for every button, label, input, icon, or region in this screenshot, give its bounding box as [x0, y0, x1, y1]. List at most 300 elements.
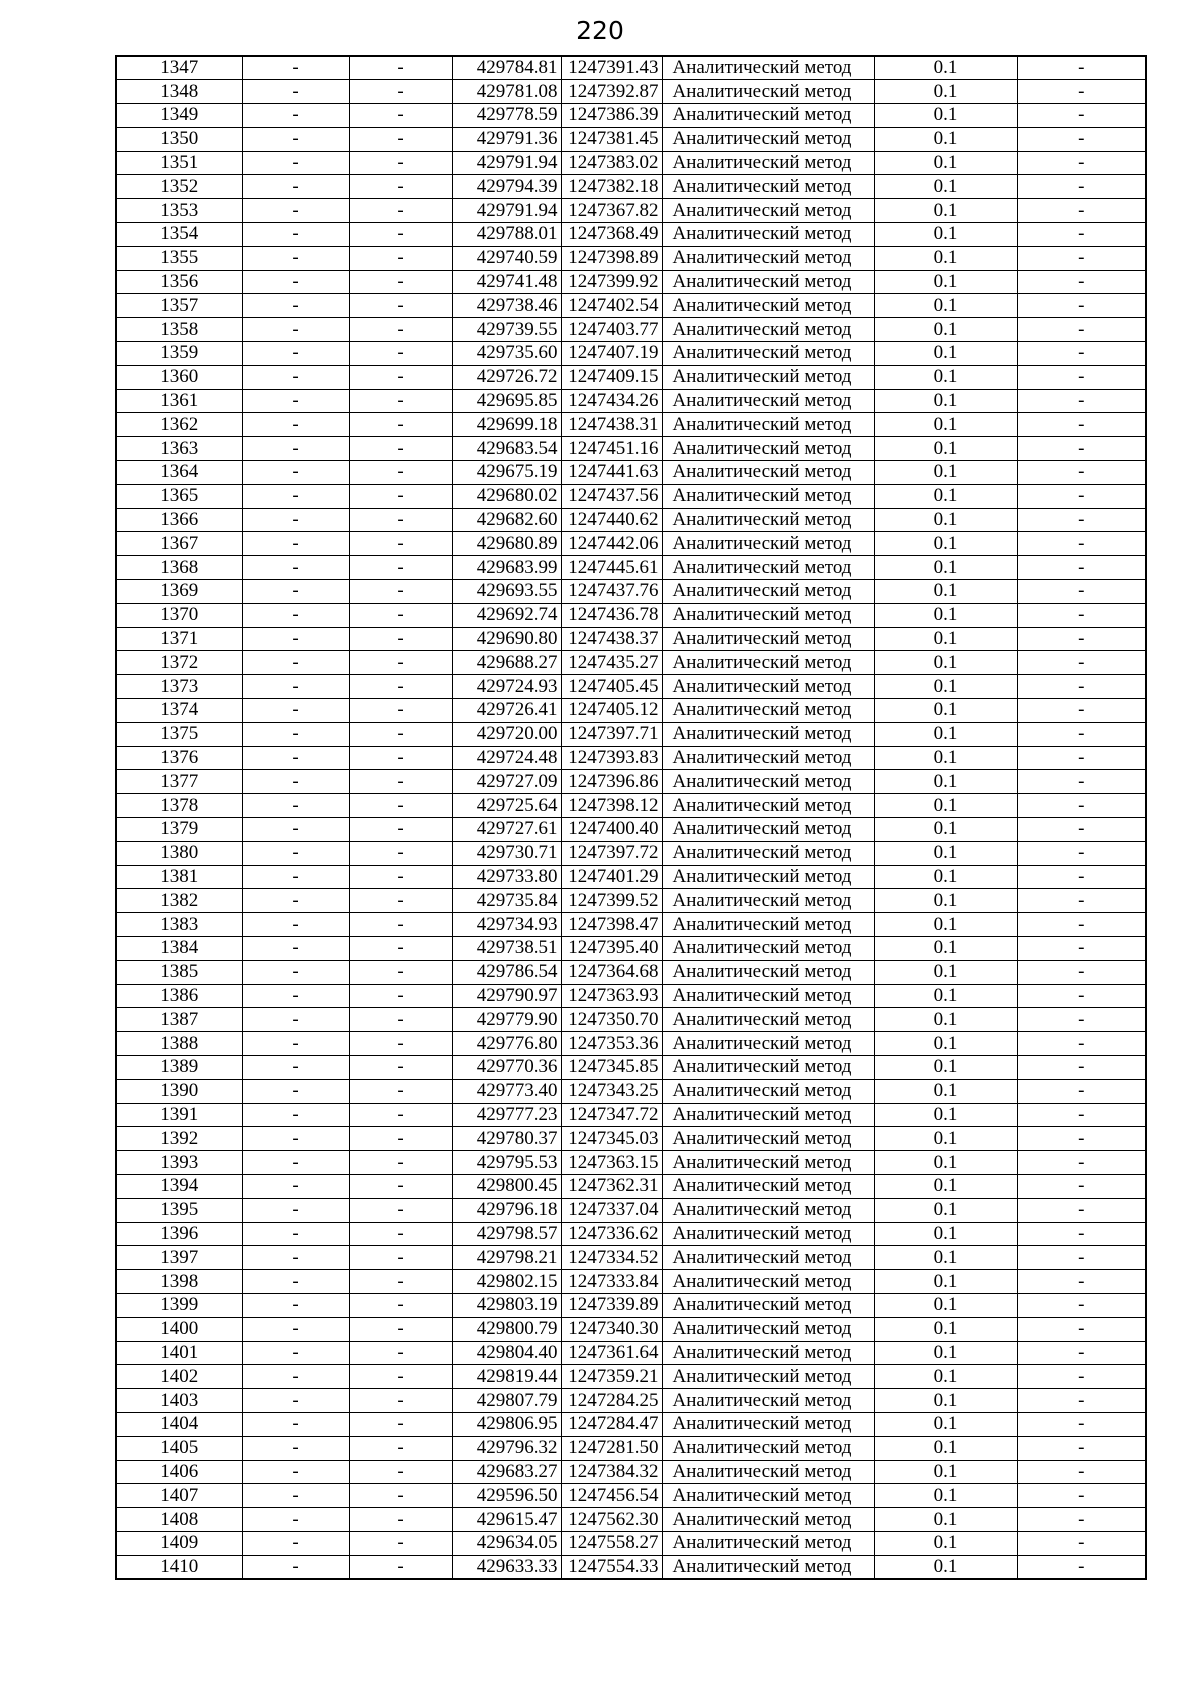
- precision-cell: 0.1: [874, 865, 1017, 889]
- precision-cell: 0.1: [874, 318, 1017, 342]
- empty-value-cell: -: [349, 1436, 452, 1460]
- empty-value-cell: -: [1017, 80, 1146, 104]
- x-coordinate-cell: 429695.85: [452, 389, 561, 413]
- table-row: [116, 651, 1146, 675]
- precision-cell: 0.1: [874, 1198, 1017, 1222]
- x-coordinate-cell: 429683.54: [452, 437, 561, 461]
- table-row: [116, 1246, 1146, 1270]
- method-cell: Аналитический метод: [662, 199, 874, 223]
- y-coordinate-cell: 1247367.82: [561, 199, 662, 223]
- y-coordinate-cell: 1247337.04: [561, 1198, 662, 1222]
- empty-value-cell: -: [242, 841, 349, 865]
- method-cell: Аналитический метод: [662, 270, 874, 294]
- empty-value-cell: -: [349, 722, 452, 746]
- empty-value-cell: -: [1017, 794, 1146, 818]
- precision-cell: 0.1: [874, 223, 1017, 247]
- precision-cell: 0.1: [874, 413, 1017, 437]
- x-coordinate-cell: 429724.48: [452, 746, 561, 770]
- empty-value-cell: -: [1017, 223, 1146, 247]
- precision-cell: 0.1: [874, 1079, 1017, 1103]
- method-cell: Аналитический метод: [662, 484, 874, 508]
- x-coordinate-cell: 429786.54: [452, 960, 561, 984]
- table-row: [116, 1127, 1146, 1151]
- empty-value-cell: -: [242, 1317, 349, 1341]
- table-row: [116, 1055, 1146, 1079]
- empty-value-cell: -: [1017, 770, 1146, 794]
- empty-value-cell: -: [349, 651, 452, 675]
- empty-value-cell: -: [1017, 1555, 1146, 1579]
- table-row: [116, 960, 1146, 984]
- point-number-cell: 1407: [116, 1484, 242, 1508]
- y-coordinate-cell: 1247445.61: [561, 556, 662, 580]
- x-coordinate-cell: 429798.21: [452, 1246, 561, 1270]
- point-number-cell: 1368: [116, 556, 242, 580]
- table-row: [116, 1174, 1146, 1198]
- x-coordinate-cell: 429804.40: [452, 1341, 561, 1365]
- y-coordinate-cell: 1247402.54: [561, 294, 662, 318]
- table-row: [116, 1222, 1146, 1246]
- empty-value-cell: -: [242, 1055, 349, 1079]
- x-coordinate-cell: 429795.53: [452, 1151, 561, 1175]
- empty-value-cell: -: [1017, 151, 1146, 175]
- empty-value-cell: -: [242, 56, 349, 80]
- empty-value-cell: -: [242, 318, 349, 342]
- empty-value-cell: -: [1017, 127, 1146, 151]
- x-coordinate-cell: 429683.99: [452, 556, 561, 580]
- precision-cell: 0.1: [874, 246, 1017, 270]
- y-coordinate-cell: 1247405.12: [561, 699, 662, 723]
- table-row: [116, 413, 1146, 437]
- precision-cell: 0.1: [874, 746, 1017, 770]
- empty-value-cell: -: [349, 556, 452, 580]
- empty-value-cell: -: [1017, 651, 1146, 675]
- point-number-cell: 1378: [116, 794, 242, 818]
- table-row: [116, 270, 1146, 294]
- y-coordinate-cell: 1247361.64: [561, 1341, 662, 1365]
- method-cell: Аналитический метод: [662, 508, 874, 532]
- point-number-cell: 1409: [116, 1531, 242, 1555]
- empty-value-cell: -: [242, 294, 349, 318]
- empty-value-cell: -: [1017, 1032, 1146, 1056]
- precision-cell: 0.1: [874, 1436, 1017, 1460]
- empty-value-cell: -: [242, 1008, 349, 1032]
- x-coordinate-cell: 429800.45: [452, 1174, 561, 1198]
- point-number-cell: 1348: [116, 80, 242, 104]
- point-number-cell: 1381: [116, 865, 242, 889]
- point-number-cell: 1403: [116, 1389, 242, 1413]
- empty-value-cell: -: [349, 1103, 452, 1127]
- y-coordinate-cell: 1247442.06: [561, 532, 662, 556]
- y-coordinate-cell: 1247347.72: [561, 1103, 662, 1127]
- point-number-cell: 1364: [116, 461, 242, 485]
- y-coordinate-cell: 1247398.89: [561, 246, 662, 270]
- empty-value-cell: -: [1017, 699, 1146, 723]
- x-coordinate-cell: 429739.55: [452, 318, 561, 342]
- empty-value-cell: -: [349, 1127, 452, 1151]
- x-coordinate-cell: 429725.64: [452, 794, 561, 818]
- y-coordinate-cell: 1247398.47: [561, 913, 662, 937]
- empty-value-cell: -: [242, 1246, 349, 1270]
- point-number-cell: 1350: [116, 127, 242, 151]
- page-number: 220: [576, 16, 624, 45]
- x-coordinate-cell: 429802.15: [452, 1270, 561, 1294]
- y-coordinate-cell: 1247381.45: [561, 127, 662, 151]
- point-number-cell: 1347: [116, 56, 242, 80]
- method-cell: Аналитический метод: [662, 1079, 874, 1103]
- empty-value-cell: -: [242, 1460, 349, 1484]
- table-row: [116, 936, 1146, 960]
- empty-value-cell: -: [1017, 984, 1146, 1008]
- empty-value-cell: -: [1017, 889, 1146, 913]
- table-row: [116, 437, 1146, 461]
- point-number-cell: 1370: [116, 603, 242, 627]
- empty-value-cell: -: [349, 1055, 452, 1079]
- table-row: [116, 722, 1146, 746]
- precision-cell: 0.1: [874, 270, 1017, 294]
- table-row: [116, 1151, 1146, 1175]
- empty-value-cell: -: [1017, 675, 1146, 699]
- table-row: [116, 1460, 1146, 1484]
- empty-value-cell: -: [242, 580, 349, 604]
- empty-value-cell: -: [349, 365, 452, 389]
- point-number-cell: 1405: [116, 1436, 242, 1460]
- table-row: [116, 865, 1146, 889]
- table-row: [116, 1198, 1146, 1222]
- method-cell: Аналитический метод: [662, 1127, 874, 1151]
- empty-value-cell: -: [242, 1079, 349, 1103]
- table-row: [116, 294, 1146, 318]
- empty-value-cell: -: [349, 318, 452, 342]
- method-cell: Аналитический метод: [662, 1270, 874, 1294]
- empty-value-cell: -: [1017, 270, 1146, 294]
- method-cell: Аналитический метод: [662, 675, 874, 699]
- x-coordinate-cell: 429791.94: [452, 199, 561, 223]
- y-coordinate-cell: 1247284.47: [561, 1412, 662, 1436]
- table-row: [116, 1508, 1146, 1532]
- x-coordinate-cell: 429788.01: [452, 223, 561, 247]
- x-coordinate-cell: 429726.41: [452, 699, 561, 723]
- table-row: [116, 246, 1146, 270]
- table-row: [116, 1555, 1146, 1579]
- point-number-cell: 1384: [116, 936, 242, 960]
- precision-cell: 0.1: [874, 294, 1017, 318]
- y-coordinate-cell: 1247353.36: [561, 1032, 662, 1056]
- y-coordinate-cell: 1247403.77: [561, 318, 662, 342]
- x-coordinate-cell: 429680.89: [452, 532, 561, 556]
- empty-value-cell: -: [349, 461, 452, 485]
- point-number-cell: 1361: [116, 389, 242, 413]
- table-row: [116, 389, 1146, 413]
- coordinates-table: [115, 55, 1147, 1580]
- empty-value-cell: -: [242, 1270, 349, 1294]
- method-cell: Аналитический метод: [662, 127, 874, 151]
- empty-value-cell: -: [349, 794, 452, 818]
- method-cell: Аналитический метод: [662, 461, 874, 485]
- empty-value-cell: -: [349, 746, 452, 770]
- method-cell: Аналитический метод: [662, 1222, 874, 1246]
- empty-value-cell: -: [1017, 841, 1146, 865]
- empty-value-cell: -: [349, 770, 452, 794]
- empty-value-cell: -: [242, 413, 349, 437]
- point-number-cell: 1387: [116, 1008, 242, 1032]
- empty-value-cell: -: [349, 1246, 452, 1270]
- precision-cell: 0.1: [874, 651, 1017, 675]
- empty-value-cell: -: [349, 580, 452, 604]
- table-row: [116, 675, 1146, 699]
- table-row: [116, 1032, 1146, 1056]
- precision-cell: 0.1: [874, 1460, 1017, 1484]
- empty-value-cell: -: [1017, 1460, 1146, 1484]
- x-coordinate-cell: 429738.51: [452, 936, 561, 960]
- table-row: [116, 603, 1146, 627]
- point-number-cell: 1358: [116, 318, 242, 342]
- y-coordinate-cell: 1247340.30: [561, 1317, 662, 1341]
- x-coordinate-cell: 429615.47: [452, 1508, 561, 1532]
- empty-value-cell: -: [242, 984, 349, 1008]
- empty-value-cell: -: [242, 794, 349, 818]
- y-coordinate-cell: 1247333.84: [561, 1270, 662, 1294]
- x-coordinate-cell: 429741.48: [452, 270, 561, 294]
- empty-value-cell: -: [349, 151, 452, 175]
- y-coordinate-cell: 1247384.32: [561, 1460, 662, 1484]
- precision-cell: 0.1: [874, 1317, 1017, 1341]
- precision-cell: 0.1: [874, 1555, 1017, 1579]
- x-coordinate-cell: 429735.60: [452, 342, 561, 366]
- empty-value-cell: -: [242, 484, 349, 508]
- empty-value-cell: -: [242, 627, 349, 651]
- method-cell: Аналитический метод: [662, 722, 874, 746]
- empty-value-cell: -: [349, 437, 452, 461]
- empty-value-cell: -: [1017, 508, 1146, 532]
- empty-value-cell: -: [242, 461, 349, 485]
- y-coordinate-cell: 1247434.26: [561, 389, 662, 413]
- x-coordinate-cell: 429740.59: [452, 246, 561, 270]
- empty-value-cell: -: [349, 1079, 452, 1103]
- table-row: [116, 699, 1146, 723]
- point-number-cell: 1396: [116, 1222, 242, 1246]
- method-cell: Аналитический метод: [662, 960, 874, 984]
- method-cell: Аналитический метод: [662, 151, 874, 175]
- method-cell: Аналитический метод: [662, 1389, 874, 1413]
- empty-value-cell: -: [349, 818, 452, 842]
- empty-value-cell: -: [1017, 294, 1146, 318]
- point-number-cell: 1355: [116, 246, 242, 270]
- precision-cell: 0.1: [874, 675, 1017, 699]
- x-coordinate-cell: 429806.95: [452, 1412, 561, 1436]
- y-coordinate-cell: 1247392.87: [561, 80, 662, 104]
- empty-value-cell: -: [242, 603, 349, 627]
- point-number-cell: 1394: [116, 1174, 242, 1198]
- point-number-cell: 1374: [116, 699, 242, 723]
- empty-value-cell: -: [349, 104, 452, 128]
- empty-value-cell: -: [349, 913, 452, 937]
- empty-value-cell: -: [349, 1460, 452, 1484]
- y-coordinate-cell: 1247359.21: [561, 1365, 662, 1389]
- x-coordinate-cell: 429800.79: [452, 1317, 561, 1341]
- precision-cell: 0.1: [874, 841, 1017, 865]
- empty-value-cell: -: [349, 1484, 452, 1508]
- method-cell: Аналитический метод: [662, 1531, 874, 1555]
- method-cell: Аналитический метод: [662, 365, 874, 389]
- x-coordinate-cell: 429784.81: [452, 56, 561, 80]
- empty-value-cell: -: [1017, 437, 1146, 461]
- method-cell: Аналитический метод: [662, 651, 874, 675]
- method-cell: Аналитический метод: [662, 794, 874, 818]
- method-cell: Аналитический метод: [662, 1198, 874, 1222]
- point-number-cell: 1360: [116, 365, 242, 389]
- empty-value-cell: -: [349, 865, 452, 889]
- precision-cell: 0.1: [874, 1484, 1017, 1508]
- method-cell: Аналитический метод: [662, 1508, 874, 1532]
- empty-value-cell: -: [242, 532, 349, 556]
- point-number-cell: 1410: [116, 1555, 242, 1579]
- empty-value-cell: -: [242, 389, 349, 413]
- y-coordinate-cell: 1247396.86: [561, 770, 662, 794]
- table-row: [116, 1484, 1146, 1508]
- point-number-cell: 1377: [116, 770, 242, 794]
- precision-cell: 0.1: [874, 1365, 1017, 1389]
- empty-value-cell: -: [349, 1341, 452, 1365]
- empty-value-cell: -: [349, 508, 452, 532]
- table-row: [116, 1389, 1146, 1413]
- y-coordinate-cell: 1247345.85: [561, 1055, 662, 1079]
- precision-cell: 0.1: [874, 722, 1017, 746]
- precision-cell: 0.1: [874, 818, 1017, 842]
- x-coordinate-cell: 429776.80: [452, 1032, 561, 1056]
- table-row: [116, 175, 1146, 199]
- y-coordinate-cell: 1247393.83: [561, 746, 662, 770]
- precision-cell: 0.1: [874, 1293, 1017, 1317]
- y-coordinate-cell: 1247405.45: [561, 675, 662, 699]
- y-coordinate-cell: 1247438.37: [561, 627, 662, 651]
- y-coordinate-cell: 1247440.62: [561, 508, 662, 532]
- precision-cell: 0.1: [874, 437, 1017, 461]
- empty-value-cell: -: [349, 1032, 452, 1056]
- precision-cell: 0.1: [874, 1531, 1017, 1555]
- table-row: [116, 1412, 1146, 1436]
- precision-cell: 0.1: [874, 1246, 1017, 1270]
- precision-cell: 0.1: [874, 484, 1017, 508]
- empty-value-cell: -: [349, 1412, 452, 1436]
- empty-value-cell: -: [242, 151, 349, 175]
- empty-value-cell: -: [349, 1389, 452, 1413]
- empty-value-cell: -: [1017, 722, 1146, 746]
- y-coordinate-cell: 1247437.76: [561, 580, 662, 604]
- precision-cell: 0.1: [874, 508, 1017, 532]
- empty-value-cell: -: [242, 1103, 349, 1127]
- y-coordinate-cell: 1247345.03: [561, 1127, 662, 1151]
- method-cell: Аналитический метод: [662, 1412, 874, 1436]
- table-row: [116, 365, 1146, 389]
- table-row: [116, 127, 1146, 151]
- point-number-cell: 1366: [116, 508, 242, 532]
- precision-cell: 0.1: [874, 175, 1017, 199]
- table-row: [116, 794, 1146, 818]
- empty-value-cell: -: [349, 342, 452, 366]
- empty-value-cell: -: [1017, 318, 1146, 342]
- x-coordinate-cell: 429727.09: [452, 770, 561, 794]
- empty-value-cell: -: [349, 675, 452, 699]
- table-row: [116, 627, 1146, 651]
- empty-value-cell: -: [1017, 1508, 1146, 1532]
- point-number-cell: 1353: [116, 199, 242, 223]
- precision-cell: 0.1: [874, 342, 1017, 366]
- method-cell: Аналитический метод: [662, 865, 874, 889]
- empty-value-cell: -: [1017, 1412, 1146, 1436]
- point-number-cell: 1379: [116, 818, 242, 842]
- table-row: [116, 104, 1146, 128]
- precision-cell: 0.1: [874, 913, 1017, 937]
- table-row: [116, 556, 1146, 580]
- precision-cell: 0.1: [874, 1341, 1017, 1365]
- empty-value-cell: -: [1017, 365, 1146, 389]
- empty-value-cell: -: [242, 1222, 349, 1246]
- y-coordinate-cell: 1247456.54: [561, 1484, 662, 1508]
- empty-value-cell: -: [1017, 1222, 1146, 1246]
- empty-value-cell: -: [1017, 1317, 1146, 1341]
- empty-value-cell: -: [1017, 936, 1146, 960]
- empty-value-cell: -: [242, 1174, 349, 1198]
- point-number-cell: 1397: [116, 1246, 242, 1270]
- y-coordinate-cell: 1247399.92: [561, 270, 662, 294]
- precision-cell: 0.1: [874, 389, 1017, 413]
- y-coordinate-cell: 1247343.25: [561, 1079, 662, 1103]
- empty-value-cell: -: [1017, 104, 1146, 128]
- method-cell: Аналитический метод: [662, 1055, 874, 1079]
- empty-value-cell: -: [242, 365, 349, 389]
- y-coordinate-cell: 1247409.15: [561, 365, 662, 389]
- precision-cell: 0.1: [874, 1103, 1017, 1127]
- x-coordinate-cell: 429734.93: [452, 913, 561, 937]
- table-row: [116, 1531, 1146, 1555]
- precision-cell: 0.1: [874, 889, 1017, 913]
- empty-value-cell: -: [1017, 1246, 1146, 1270]
- method-cell: Аналитический метод: [662, 603, 874, 627]
- x-coordinate-cell: 429699.18: [452, 413, 561, 437]
- point-number-cell: 1351: [116, 151, 242, 175]
- table-row: [116, 532, 1146, 556]
- table-row: [116, 342, 1146, 366]
- empty-value-cell: -: [1017, 461, 1146, 485]
- method-cell: Аналитический метод: [662, 389, 874, 413]
- point-number-cell: 1372: [116, 651, 242, 675]
- x-coordinate-cell: 429770.36: [452, 1055, 561, 1079]
- empty-value-cell: -: [349, 1174, 452, 1198]
- empty-value-cell: -: [1017, 1151, 1146, 1175]
- empty-value-cell: -: [349, 1270, 452, 1294]
- precision-cell: 0.1: [874, 1032, 1017, 1056]
- point-number-cell: 1391: [116, 1103, 242, 1127]
- point-number-cell: 1369: [116, 580, 242, 604]
- method-cell: Аналитический метод: [662, 1103, 874, 1127]
- empty-value-cell: -: [349, 127, 452, 151]
- precision-cell: 0.1: [874, 127, 1017, 151]
- empty-value-cell: -: [1017, 865, 1146, 889]
- precision-cell: 0.1: [874, 1151, 1017, 1175]
- y-coordinate-cell: 1247350.70: [561, 1008, 662, 1032]
- empty-value-cell: -: [242, 675, 349, 699]
- empty-value-cell: -: [1017, 1174, 1146, 1198]
- precision-cell: 0.1: [874, 1508, 1017, 1532]
- empty-value-cell: -: [1017, 1365, 1146, 1389]
- x-coordinate-cell: 429780.37: [452, 1127, 561, 1151]
- point-number-cell: 1404: [116, 1412, 242, 1436]
- empty-value-cell: -: [349, 699, 452, 723]
- empty-value-cell: -: [242, 818, 349, 842]
- empty-value-cell: -: [242, 699, 349, 723]
- point-number-cell: 1408: [116, 1508, 242, 1532]
- empty-value-cell: -: [349, 532, 452, 556]
